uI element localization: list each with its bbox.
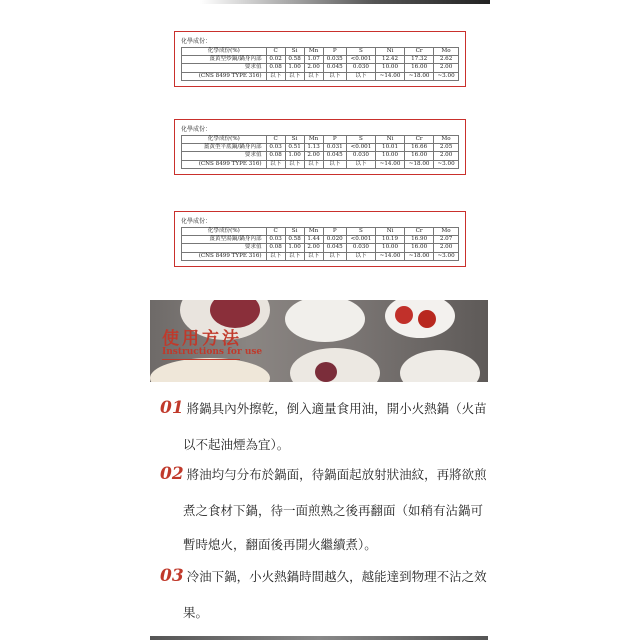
chem-table-cell: 以下 bbox=[346, 160, 375, 168]
chem-table-title: 化學成份： bbox=[181, 126, 212, 133]
chem-table-cell: 以下 bbox=[285, 252, 304, 260]
chem-table-cell: 0.08 bbox=[266, 152, 285, 160]
chem-table-card bbox=[174, 31, 466, 87]
chem-table-cell: 10.00 bbox=[375, 152, 404, 160]
chem-table-cell: 16.00 bbox=[405, 64, 434, 72]
chem-table-row bbox=[182, 152, 459, 160]
top-divider-bar bbox=[200, 0, 490, 4]
chem-table-cell: 0.045 bbox=[323, 64, 346, 72]
chem-table-card bbox=[174, 119, 466, 175]
chem-table-header-cell: Si bbox=[285, 228, 304, 236]
chem-table-header-cell: 化學成份(%) bbox=[182, 48, 267, 56]
chem-table bbox=[181, 135, 459, 169]
chem-table-cell: 以下 bbox=[346, 72, 375, 80]
chem-table-header-cell: S bbox=[346, 136, 375, 144]
chem-table-row bbox=[182, 160, 459, 168]
chem-table-cell: ~3.00 bbox=[434, 252, 459, 260]
chem-table-header-cell: Mo bbox=[434, 228, 459, 236]
chem-table-cell: 以下 bbox=[266, 252, 285, 260]
chem-table bbox=[181, 227, 459, 261]
chem-table-cell: 10.01 bbox=[375, 144, 404, 152]
chem-table-cell: 以下 bbox=[266, 72, 285, 80]
instruction-step-line bbox=[183, 532, 513, 553]
chem-table-row bbox=[182, 236, 459, 244]
chem-table-cell: 12.42 bbox=[375, 56, 404, 64]
chem-table-cell: ~14.00 bbox=[375, 72, 404, 80]
chem-table-cell: 以下 bbox=[266, 160, 285, 168]
chem-table-header-cell: Ni bbox=[375, 136, 404, 144]
banner-plate-center bbox=[285, 300, 365, 342]
chem-table-cell: 16.90 bbox=[405, 236, 434, 244]
chem-table-cell: 0.020 bbox=[323, 236, 346, 244]
chem-table-card bbox=[174, 211, 466, 267]
step-text: 冷油下鍋，小火熱鍋時間越久，越能達到物理不沾之效 bbox=[186, 569, 487, 584]
step-text: 煮之食材下鍋，待一面煎熟之後再翻面（如稍有沾鍋可 bbox=[183, 503, 484, 518]
chem-table-cell: 0.08 bbox=[266, 244, 285, 252]
chem-table-cell: 0.045 bbox=[323, 152, 346, 160]
chem-table-cell: 2.05 bbox=[434, 144, 459, 152]
step-number: 02 bbox=[160, 464, 184, 484]
chem-table-cell: 0.045 bbox=[323, 244, 346, 252]
chem-table-cell: (CNS 8499 TYPE 316) bbox=[182, 72, 267, 80]
chem-table-cell: 2.00 bbox=[304, 152, 323, 160]
instruction-step-line bbox=[183, 432, 513, 453]
chem-table-cell: 1.00 bbox=[285, 152, 304, 160]
chem-table-header-cell: Mn bbox=[304, 228, 323, 236]
chem-table-row bbox=[182, 252, 459, 260]
chem-table-cell: 薑黃型湯鍋/鍋身內部 bbox=[182, 236, 267, 244]
chem-table-header-row bbox=[182, 48, 459, 56]
step-number: 03 bbox=[160, 566, 184, 586]
chem-table-cell: 2.00 bbox=[304, 244, 323, 252]
chem-table-header-cell: P bbox=[323, 48, 346, 56]
chem-table-header-cell: C bbox=[266, 228, 285, 236]
chem-table-header-cell: Mn bbox=[304, 136, 323, 144]
chem-table-cell: 要求值 bbox=[182, 244, 267, 252]
chem-table-cell: 0.03 bbox=[266, 236, 285, 244]
chem-table-cell: 薑黃型炒鍋/鍋身內部 bbox=[182, 56, 267, 64]
banner-subtitle: Instructions for use bbox=[162, 347, 263, 357]
chem-table-header-cell: Cr bbox=[405, 228, 434, 236]
chem-table-cell: 10.00 bbox=[375, 64, 404, 72]
chem-table-header-row bbox=[182, 136, 459, 144]
chem-table-cell: 0.51 bbox=[285, 144, 304, 152]
chem-table-cell: 1.44 bbox=[304, 236, 323, 244]
chem-table-cell: 薑黃型平底鍋/鍋身內部 bbox=[182, 144, 267, 152]
chem-table-cell: 1.00 bbox=[285, 64, 304, 72]
chem-table-cell: 0.035 bbox=[323, 56, 346, 64]
instruction-step-line bbox=[183, 600, 513, 621]
chem-table-cell: 以下 bbox=[304, 72, 323, 80]
banner-tomato-2 bbox=[418, 310, 436, 328]
chem-table-cell: 以下 bbox=[304, 160, 323, 168]
chem-table-cell: 1.13 bbox=[304, 144, 323, 152]
banner-fig bbox=[315, 362, 337, 382]
banner-tomato-1 bbox=[395, 306, 413, 324]
chem-table-cell: 0.030 bbox=[346, 152, 375, 160]
chem-table-cell: (CNS 8499 TYPE 316) bbox=[182, 252, 267, 260]
chem-table-cell: 0.030 bbox=[346, 64, 375, 72]
chem-table-cell: ~3.00 bbox=[434, 160, 459, 168]
banner-title: 使用方法 bbox=[162, 329, 242, 349]
chem-table-row bbox=[182, 56, 459, 64]
chem-table-cell: 1.07 bbox=[304, 56, 323, 64]
chem-table-row bbox=[182, 72, 459, 80]
chem-table-cell: 16.00 bbox=[405, 152, 434, 160]
chem-table-cell: 2.00 bbox=[434, 64, 459, 72]
chem-table-header-cell: Mo bbox=[434, 136, 459, 144]
step-number: 01 bbox=[160, 398, 184, 418]
banner-bowl-bottom-left bbox=[150, 358, 270, 382]
step-text: 暫時熄火，翻面後再開火繼續煮）。 bbox=[183, 537, 377, 552]
chem-table-cell: 以下 bbox=[285, 160, 304, 168]
instruction-step-line bbox=[160, 464, 490, 484]
chem-table-header-cell: 化學成份(%) bbox=[182, 136, 267, 144]
chem-table-header-cell: Mo bbox=[434, 48, 459, 56]
chem-table-cell: 2.07 bbox=[434, 236, 459, 244]
chem-table-header-cell: Mn bbox=[304, 48, 323, 56]
step-text: 果。 bbox=[183, 605, 209, 620]
instruction-step-line bbox=[160, 398, 490, 418]
chem-table-cell: ~18.00 bbox=[405, 160, 434, 168]
chem-table-cell: 2.00 bbox=[434, 244, 459, 252]
banner-bowl-bottom-right bbox=[400, 350, 480, 382]
chem-table-cell: 以下 bbox=[346, 252, 375, 260]
chem-table-header-cell: C bbox=[266, 136, 285, 144]
chem-table-header-cell: Si bbox=[285, 48, 304, 56]
chem-table-cell: <0.001 bbox=[346, 144, 375, 152]
chem-table-cell: (CNS 8499 TYPE 316) bbox=[182, 160, 267, 168]
instructions-banner bbox=[150, 300, 488, 382]
chem-table-cell: 要求值 bbox=[182, 64, 267, 72]
chem-table-cell: 以下 bbox=[323, 252, 346, 260]
chem-table-cell: 0.58 bbox=[285, 56, 304, 64]
chem-table-cell: 以下 bbox=[323, 72, 346, 80]
chem-table-cell: 17.32 bbox=[405, 56, 434, 64]
chem-table-cell: 0.08 bbox=[266, 64, 285, 72]
chem-table-cell: 2.00 bbox=[304, 64, 323, 72]
chem-table-cell: 2.00 bbox=[434, 152, 459, 160]
chem-table-cell: 0.58 bbox=[285, 236, 304, 244]
chem-table-cell: ~18.00 bbox=[405, 252, 434, 260]
chem-table-cell: 16.00 bbox=[405, 244, 434, 252]
chem-table-cell: ~14.00 bbox=[375, 252, 404, 260]
chem-table-header-cell: Ni bbox=[375, 48, 404, 56]
chem-table-title: 化學成份： bbox=[181, 38, 212, 45]
chem-table-cell: 0.03 bbox=[266, 144, 285, 152]
chem-table-header-cell: Cr bbox=[405, 136, 434, 144]
chem-table-cell: 以下 bbox=[285, 72, 304, 80]
instruction-step-line bbox=[183, 498, 513, 519]
chem-table-cell: 10.00 bbox=[375, 244, 404, 252]
chem-table-cell: ~3.00 bbox=[434, 72, 459, 80]
chem-table-cell: 16.66 bbox=[405, 144, 434, 152]
chem-table-cell: 0.031 bbox=[323, 144, 346, 152]
chem-table-cell: <0.001 bbox=[346, 56, 375, 64]
chem-table-header-cell: S bbox=[346, 48, 375, 56]
chem-table-title: 化學成份： bbox=[181, 218, 212, 225]
step-text: 以不起油煙為宜）。 bbox=[183, 437, 290, 452]
chem-table-cell: 要求值 bbox=[182, 152, 267, 160]
bottom-divider-bar bbox=[150, 636, 488, 640]
chem-table-cell: ~14.00 bbox=[375, 160, 404, 168]
banner-underline bbox=[162, 359, 240, 360]
chem-table-header-cell: Si bbox=[285, 136, 304, 144]
chem-table-cell: 10.19 bbox=[375, 236, 404, 244]
chem-table-header-cell: P bbox=[323, 136, 346, 144]
step-text: 將鍋具內外擦乾，倒入適量食用油，開小火熱鍋（火苗 bbox=[186, 401, 487, 416]
chem-table-header-cell: 化學成份(%) bbox=[182, 228, 267, 236]
chem-table-cell: 0.02 bbox=[266, 56, 285, 64]
chem-table-row bbox=[182, 64, 459, 72]
chem-table-cell: ~18.00 bbox=[405, 72, 434, 80]
chem-table-header-row bbox=[182, 228, 459, 236]
chem-table-row bbox=[182, 244, 459, 252]
chem-table-header-cell: P bbox=[323, 228, 346, 236]
chem-table-header-cell: Ni bbox=[375, 228, 404, 236]
chem-table bbox=[181, 47, 459, 81]
chem-table-cell: 以下 bbox=[304, 252, 323, 260]
chem-table-cell: 以下 bbox=[323, 160, 346, 168]
chem-table-header-cell: Cr bbox=[405, 48, 434, 56]
instruction-step-line bbox=[160, 566, 490, 586]
chem-table-cell: 2.62 bbox=[434, 56, 459, 64]
chem-table-header-cell: C bbox=[266, 48, 285, 56]
chem-table-cell: 1.00 bbox=[285, 244, 304, 252]
chem-table-header-cell: S bbox=[346, 228, 375, 236]
chem-table-row bbox=[182, 144, 459, 152]
chem-table-cell: 0.030 bbox=[346, 244, 375, 252]
step-text: 將油均勻分布於鍋面，待鍋面起放射狀油紋，再將欲煎 bbox=[186, 467, 487, 482]
chem-table-cell: <0.001 bbox=[346, 236, 375, 244]
